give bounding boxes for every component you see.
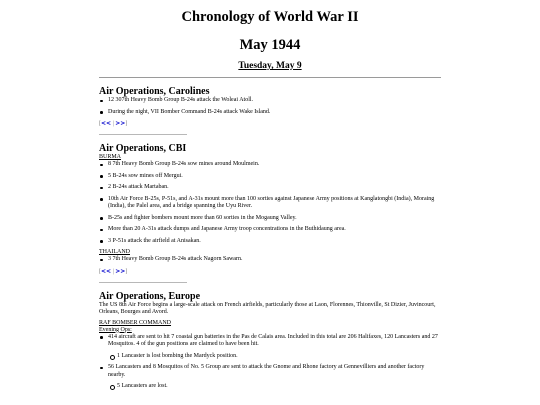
list-item: 3 P-51s attack the airfield at Anisakan. [99,238,441,246]
list-item: 10th Air Force B-25s, P-51s, and A-31s mount more than 100 sorties against Japanese Army positions at Kanglatongbi (India), Moraing (India), the Palel area, and a bridge spanning the Uyu River. [99,196,441,211]
list-item: During the night, VII Bomber Command B-24s attack Wake Island. [99,109,441,117]
list-item: 2 B-24s attack Martaban. [99,184,441,192]
section-intro: The US 8th Air Force begins a large-scale attack on French airfields, particularly those at Laon, Florennes, Thionville, St Dizier, Juvincourt, Orleans, Bourges and Avord. [99,301,436,315]
list-item: B-25s and fighter bombers mount more than 60 sorties in the Mogaung Valley. [99,215,441,223]
section-cbi [99,143,441,283]
nested-list-item: 5 Lancasters are lost. [109,383,441,391]
evening-ops-label: Evening Ops: [99,326,132,333]
section-nav: [<< | >>] [99,120,128,127]
page-title: Chronology of World War II [181,9,359,25]
page-month: May 1944 [239,37,301,53]
europe-list [99,334,441,391]
list-item: More than 20 A-31s attack dumps and Japanese Army troop concentrations in the Buthidaung area. [99,226,441,234]
subsection-raf-bomber-command[interactable]: RAF BOMBER COMMAND [99,319,172,326]
nested-list [99,353,441,361]
subsection-burma[interactable]: BURMA [99,154,122,160]
carolines-list [99,97,441,116]
nested-list [99,383,441,391]
list-item-text: 56 Lancasters and 8 Mosquitos of No. 5 Group are sent to attack the Gnome and Rhone factory at Gennevilliers and another factory nearby. [108,364,425,378]
section-divider [99,134,187,135]
section-divider [99,282,187,283]
list-item: 5 B-24s sow mines off Mergui. [99,173,441,181]
prev-link[interactable]: << [101,120,112,127]
section-nav: [<< | >>] [99,267,128,275]
prev-link[interactable]: << [101,267,112,275]
list-item: 12 307th Heavy Bomb Group B-24s attack the Woleai Atoll. [99,97,441,105]
section-carolines [99,86,441,135]
section-title-carolines: Air Operations, Carolines [99,86,210,97]
list-item: 8 7th Heavy Bomb Group B-24s sow mines around Moulmein. [99,161,441,169]
list-item: 3 7th Heavy Bomb Group B-24s attack Nagorn Sawarn. [99,256,441,264]
section-title-europe: Air Operations, Europe [99,290,201,302]
next-link[interactable]: >> [115,120,126,127]
list-item [99,364,441,379]
subsection-thailand[interactable]: THAILAND [99,249,130,255]
section-title-cbi: Air Operations, CBI [99,143,187,154]
nested-list-item: 1 Lancaster is lost bombing the Mardyck position. [109,353,441,361]
thailand-list [99,256,441,264]
header-divider [99,77,441,78]
page-date[interactable]: Tuesday, May 9 [238,61,302,71]
next-link[interactable]: >> [115,267,126,275]
list-item [99,334,441,349]
burma-list [99,161,441,245]
list-item-text: 414 aircraft are sent to hit 7 coastal gun batteries in the Pas de Calais area. Included in this total are 206 Halifaxes, 120 Lancasters and 27 Mosquitos. 4 of the gun positions are claimed to have been hit. [108,333,438,347]
section-europe [99,291,441,391]
